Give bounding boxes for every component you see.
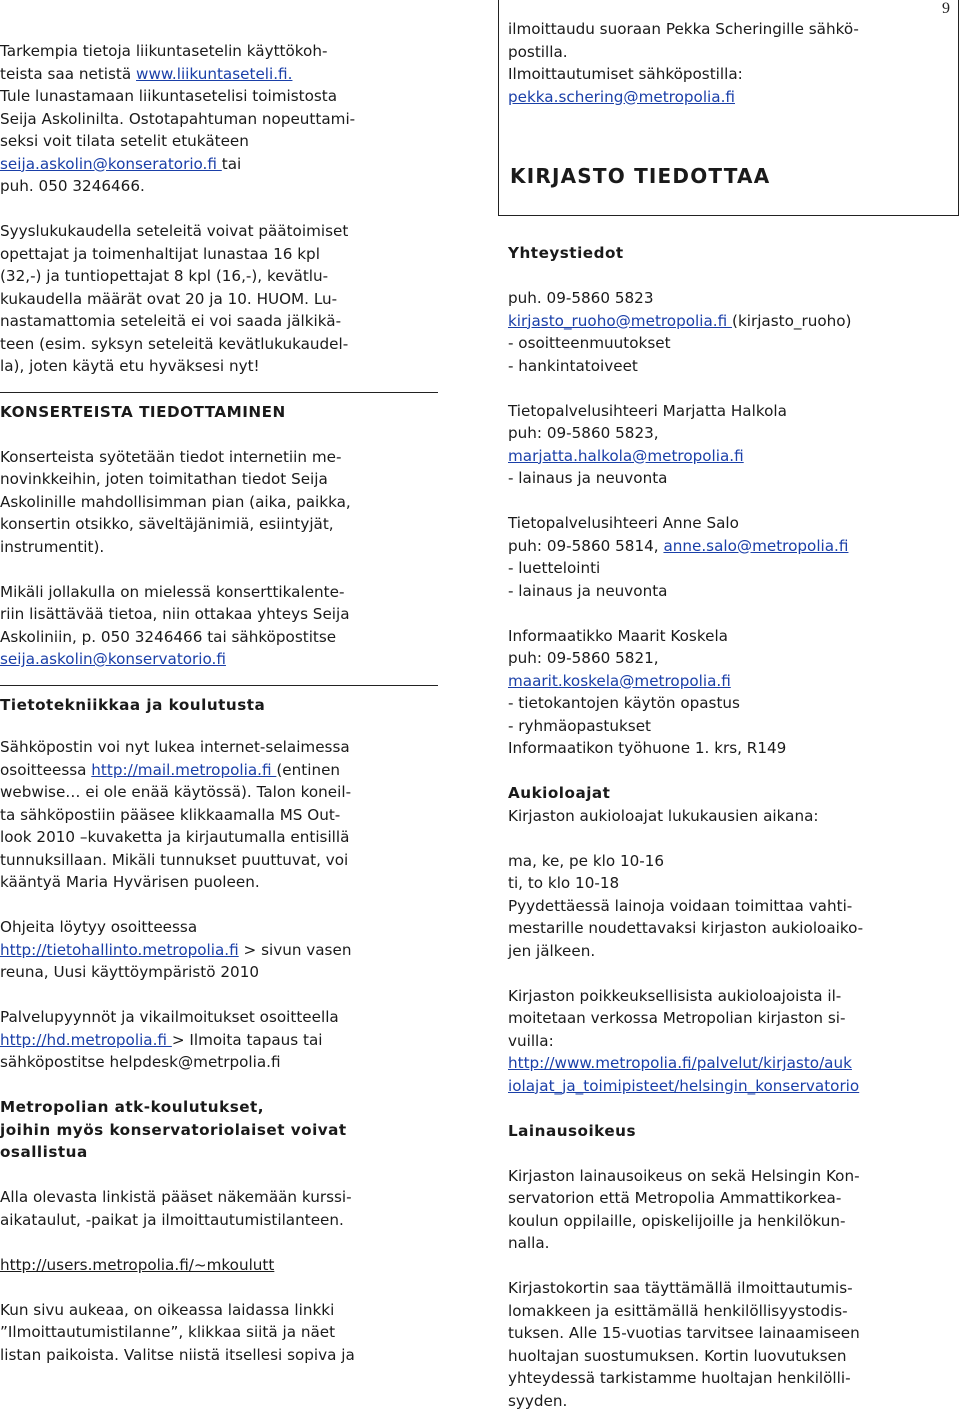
text-line: aikataulut, -paikat ja ilmoittautumistilanteen. xyxy=(0,1210,344,1229)
text-line: riin lisättävää tietoa, niin ottakaa yhteys Seija xyxy=(0,605,350,623)
text-line: ma, ke, pe klo 10-16 xyxy=(508,851,665,870)
library-title: KIRJASTO TIEDOTTAA xyxy=(510,164,771,188)
text-line: puh: 09-5860 5821, xyxy=(508,649,659,667)
section-divider xyxy=(0,378,438,393)
email-link-kirjasto[interactable]: kirjasto_ruoho@metropolia.fi xyxy=(508,311,733,330)
text-line: - lainaus ja neuvonta xyxy=(508,581,668,600)
text-line: Alla olevasta linkistä pääset näkemään kurssi- xyxy=(0,1188,352,1206)
text-line: novinkkeihin, joten toimitathan tiedot Seija xyxy=(0,470,328,488)
text-line: Ilmoittautumiset sähköpostilla: xyxy=(508,65,743,83)
text-line: Tietopalvelusihteeri Anne Salo xyxy=(508,514,739,532)
text-line: postilla. xyxy=(508,42,568,61)
text-line: - luettelointi xyxy=(508,559,601,577)
tietohallinto-link[interactable]: http://tietohallinto.metropolia.fi xyxy=(0,940,239,959)
text-line: puh. 050 3246466. xyxy=(0,177,145,195)
text-line xyxy=(508,86,948,109)
text-line xyxy=(508,445,948,468)
text-line: seksi voit tilata setelit etukäteen xyxy=(0,132,249,150)
text-line: Tarkempia tietoja liikuntasetelin käyttökoh- xyxy=(0,42,328,60)
text-line: - hankintatoiveet xyxy=(508,356,638,375)
text-line: ”Ilmoittautumistilanne”, klikkaa siitä ja näet xyxy=(0,1323,336,1341)
text-line: Askolinille mahdollisimman pian (aika, paikka, xyxy=(0,492,351,511)
text-line: look 2010 –kuvaketta ja kirjautumalla entisillä xyxy=(0,828,350,846)
text-line xyxy=(508,670,948,693)
hours-heading: Aukioloajat xyxy=(508,784,611,802)
text-line: ta sähköpostiin pääsee klikkaamalla MS Out- xyxy=(0,805,341,824)
text-line: mestarille noudettavaksi kirjaston aukioloaiko- xyxy=(508,919,864,937)
it-heading: Tietotekniikkaa ja koulutusta xyxy=(0,695,266,714)
text-line: puh: 09-5860 5814, anne.salo@metropolia.fi xyxy=(508,536,849,555)
text-line: Kirjaston lainausoikeus on sekä Helsingin Kon- xyxy=(508,1166,860,1185)
text-line: instrumentit). xyxy=(0,537,105,556)
text-line: tuksen. Alle 15-vuotias tarvitsee lainaamiseen xyxy=(508,1324,860,1342)
atk-heading: joihin myös konservatoriolaiset voivat xyxy=(0,1120,347,1139)
text-line: puh. 09-5860 5823 xyxy=(508,289,654,307)
text-line: Pyydettäessä lainoja voidaan toimittaa vahti- xyxy=(508,896,853,915)
atk-heading: Metropolian atk-koulutukset, xyxy=(0,1098,265,1116)
text-line: Kirjastokortin saa täyttämällä ilmoittautumis- xyxy=(508,1279,853,1297)
text-line: opettajat ja toimenhaltijat lunastaa 16 kpl xyxy=(0,244,320,263)
text-line: kukaudella määrät ovat 20 ja 10. HUOM. Lu- xyxy=(0,289,338,308)
text-line: yhteydessä tarkistamme huoltajan henkilölli- xyxy=(508,1369,851,1387)
text-line: Kirjaston poikkeuksellisista aukioloajoista il- xyxy=(508,986,842,1005)
text-line xyxy=(0,1254,442,1277)
text-line: konsertin otsikko, säveltäjänimiä, esiintyjät, xyxy=(0,515,334,533)
text-line: osoitteessa http://mail.metropolia.fi (entinen xyxy=(0,760,341,779)
text-line: nastamattomia seteleitä ei voi saada jälkikä- xyxy=(0,312,342,330)
text-line: koulun oppilaille, opiskelijoille ja henkilökun- xyxy=(508,1211,846,1230)
text-line: Sähköpostin voi nyt lukea internet-selaimessa xyxy=(0,738,350,756)
text-line: Ohjeita löytyy osoitteessa xyxy=(0,918,198,936)
text-line: kirjasto_ruoho@metropolia.fi (kirjasto_ruoho) xyxy=(508,311,852,330)
text-line: http://tietohallinto.metropolia.fi > sivun vasen xyxy=(0,940,352,959)
text-line: kääntyä Maria Hyvärisen puoleen. xyxy=(0,873,260,891)
text-line: Informaatikon työhuone 1. krs, R149 xyxy=(508,739,787,757)
mail-link[interactable]: http://mail.metropolia.fi xyxy=(91,760,277,779)
text-line: tunnuksillaan. Mikäli tunnukset puuttuvat, voi xyxy=(0,850,349,869)
text-line: sähköpostitse helpdesk@metrpolia.fi xyxy=(0,1053,281,1071)
email-link-konservatorio[interactable]: seija.askolin@konservatorio.fi xyxy=(0,650,226,668)
text-line: - tietokantojen käytön opastus xyxy=(508,694,740,712)
aukioloajat-link[interactable]: http://www.metropolia.fi/palvelut/kirjasto/auk xyxy=(508,1054,852,1072)
text-line: Askoliniin, p. 050 3246466 tai sähköpostitse xyxy=(0,627,337,646)
text-line: moitetaan verkossa Metropolian kirjaston si- xyxy=(508,1009,846,1027)
text-line: webwise… ei ole enää käytössä). Talon koneil- xyxy=(0,783,352,801)
koulutus-link[interactable]: http://users.metropolia.fi/~mkoulutt xyxy=(0,1255,275,1274)
loan-heading: Lainausoikeus xyxy=(508,1121,637,1140)
text-line: puh: 09-5860 5823, xyxy=(508,424,659,442)
email-link-askolin[interactable]: seija.askolin@konseratorio.fi xyxy=(0,154,222,173)
text-line: listan paikoista. Valitse niistä itsellesi sopiva ja xyxy=(0,1345,355,1364)
text-line: - ryhmäopastukset xyxy=(508,716,652,735)
text-line: Seija Askolinilta. Ostotapahtuman nopeuttami- xyxy=(0,109,356,128)
text-line: teen (esim. syksyn seteleitä kevätlukukaudel- xyxy=(0,334,349,353)
text-line: nalla. xyxy=(508,1234,550,1252)
text-line: ilmoittaudu suoraan Pekka Scheringille sähkö- xyxy=(508,20,859,38)
text-line: (32,-) ja tuntiopettajat 8 kpl (16,-), kevätlu- xyxy=(0,267,329,285)
text-line: la), joten käytä etu hyväksesi nyt! xyxy=(0,357,260,375)
email-link-schering[interactable]: pekka.schering@metropolia.fi xyxy=(508,87,735,106)
text-line: Mikäli jollakulla on mielessä konserttikalente- xyxy=(0,582,345,601)
liikuntaseteli-link[interactable]: www.liikuntaseteli.fi. xyxy=(136,64,293,83)
text-line: Kirjaston aukioloajat lukukausien aikana: xyxy=(508,806,819,825)
text-line: reuna, Uusi käyttöympäristö 2010 xyxy=(0,963,260,981)
text-line: Tietopalvelusihteeri Marjatta Halkola xyxy=(508,401,787,420)
text-line: Kun sivu aukeaa, on oikeassa laidassa linkki xyxy=(0,1300,335,1319)
atk-heading: osallistua xyxy=(0,1143,88,1161)
text-line xyxy=(508,1052,948,1075)
text-line: huoltajan suostumuksen. Kortin luovutuksen xyxy=(508,1346,847,1365)
text-line xyxy=(508,1075,948,1098)
text-line: teista saa netistä www.liikuntaseteli.fi. xyxy=(0,64,293,83)
helpdesk-link[interactable]: http://hd.metropolia.fi xyxy=(0,1030,172,1049)
text-line: - osoitteenmuutokset xyxy=(508,334,671,352)
section-divider xyxy=(0,671,438,686)
text-line: Tule lunastamaan liikuntasetelisi toimistosta xyxy=(0,87,338,105)
left-column xyxy=(0,40,442,1366)
text-line: Palvelupyynnöt ja vikailmoitukset osoitteella xyxy=(0,1008,339,1026)
text-line: lomakkeen ja esittämällä henkilöllisyystodis- xyxy=(508,1301,848,1320)
text-line: Konserteista syötetään tiedot internetiin me- xyxy=(0,447,342,466)
text-line: syyden. xyxy=(508,1391,568,1410)
right-column xyxy=(508,242,948,1412)
right-top xyxy=(508,18,948,108)
text-line: ti, to klo 10-18 xyxy=(508,874,620,892)
text-line: jen jälkeen. xyxy=(508,941,596,960)
text-line: http://hd.metropolia.fi > Ilmoita tapaus tai xyxy=(0,1030,323,1049)
text-line: Syyslukukaudella seteleitä voivat päätoimiset xyxy=(0,222,349,240)
text-line: seija.askolin@konseratorio.fi tai xyxy=(0,154,242,173)
text-line: servatorion että Metropolia Ammattikorkea- xyxy=(508,1189,842,1207)
email-link-koskela[interactable]: maarit.koskela@metropolia.fi xyxy=(508,671,731,690)
text-line: - lainaus ja neuvonta xyxy=(508,469,668,487)
aukioloajat-link-cont[interactable]: iolajat_ja_toimipisteet/helsingin_konservatorio xyxy=(508,1076,860,1095)
email-link-salo[interactable]: anne.salo@metropolia.fi xyxy=(663,536,849,555)
text-line xyxy=(0,648,442,671)
contact-heading: Yhteystiedot xyxy=(508,244,624,262)
email-link-halkola[interactable]: marjatta.halkola@metropolia.fi xyxy=(508,446,744,465)
concert-heading: KONSERTEISTA TIEDOTTAMINEN xyxy=(0,402,286,421)
text-line: vuilla: xyxy=(508,1031,554,1050)
page-number: 9 xyxy=(942,0,950,17)
text-line: Informaatikko Maarit Koskela xyxy=(508,626,728,645)
